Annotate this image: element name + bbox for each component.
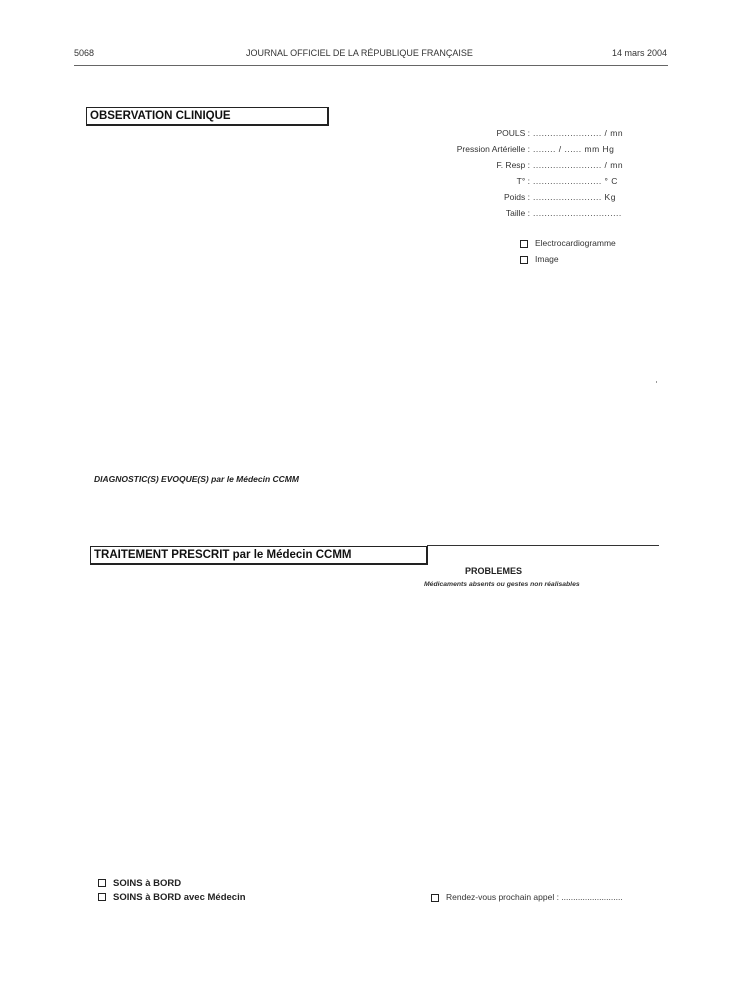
vital-label: Poids :: [504, 192, 530, 202]
option-image[interactable]: [520, 254, 559, 264]
checkbox-icon[interactable]: [520, 256, 528, 264]
option-rendez-vous[interactable]: [431, 892, 623, 902]
page-number: 5068: [74, 48, 95, 58]
vital-row-pulse: [410, 125, 623, 141]
vital-label: Pression Artérielle :: [456, 144, 530, 154]
option-electrocardiogramme[interactable]: [520, 238, 616, 248]
checkbox-icon[interactable]: [98, 893, 106, 901]
checkbox-icon[interactable]: [98, 879, 106, 887]
checkbox-icon[interactable]: [520, 240, 528, 248]
page-date: 14 mars 2004: [612, 48, 668, 58]
section-rule: [427, 545, 659, 546]
problems-subtitle: Médicaments absents ou gestes non réalisables: [424, 581, 580, 588]
vital-row-blood-pressure: [410, 141, 623, 157]
vital-label: Taille :: [505, 208, 530, 218]
appointment-label: Rendez-vous prochain appel : ..........................: [446, 892, 623, 902]
header-rule: [74, 65, 668, 66]
vital-row-height: [410, 205, 623, 221]
scan-speck: [656, 381, 657, 383]
option-label: SOINS à BORD: [113, 878, 182, 889]
checkbox-icon[interactable]: [431, 894, 439, 902]
vital-field[interactable]: ........ / ...... mm Hg: [533, 144, 615, 154]
vital-field[interactable]: ........................ / mn: [533, 160, 624, 170]
vitals-block: [410, 125, 623, 221]
vital-field[interactable]: ...............................: [533, 208, 622, 218]
treatment-title: TRAITEMENT PRESCRIT par le Médecin CCMM: [90, 546, 428, 565]
vital-label: F. Resp :: [496, 160, 530, 170]
vital-label: T° :: [516, 176, 530, 186]
option-label: Image: [535, 254, 559, 264]
option-label: Electrocardiogramme: [535, 238, 616, 248]
option-label: SOINS à BORD avec Médecin: [113, 892, 246, 903]
vital-row-weight: [410, 189, 623, 205]
option-soins-a-bord[interactable]: [98, 878, 181, 889]
vital-row-respiration: [410, 157, 623, 173]
vital-label: POULS :: [496, 128, 530, 138]
vital-field[interactable]: ........................ Kg: [533, 192, 616, 202]
vital-field[interactable]: ........................ ° C: [533, 176, 618, 186]
journal-title: JOURNAL OFFICIEL DE LA RÉPUBLIQUE FRANÇAISE: [246, 48, 473, 58]
vital-field[interactable]: ........................ / mn: [533, 128, 624, 138]
problems-title: PROBLEMES: [465, 566, 523, 576]
option-soins-a-bord-avec-medecin[interactable]: [98, 892, 246, 903]
diagnostic-label: DIAGNOSTIC(S) EVOQUE(S) par le Médecin CCMM: [94, 474, 299, 484]
vital-row-temperature: [410, 173, 623, 189]
observation-title: OBSERVATION CLINIQUE: [86, 107, 329, 126]
